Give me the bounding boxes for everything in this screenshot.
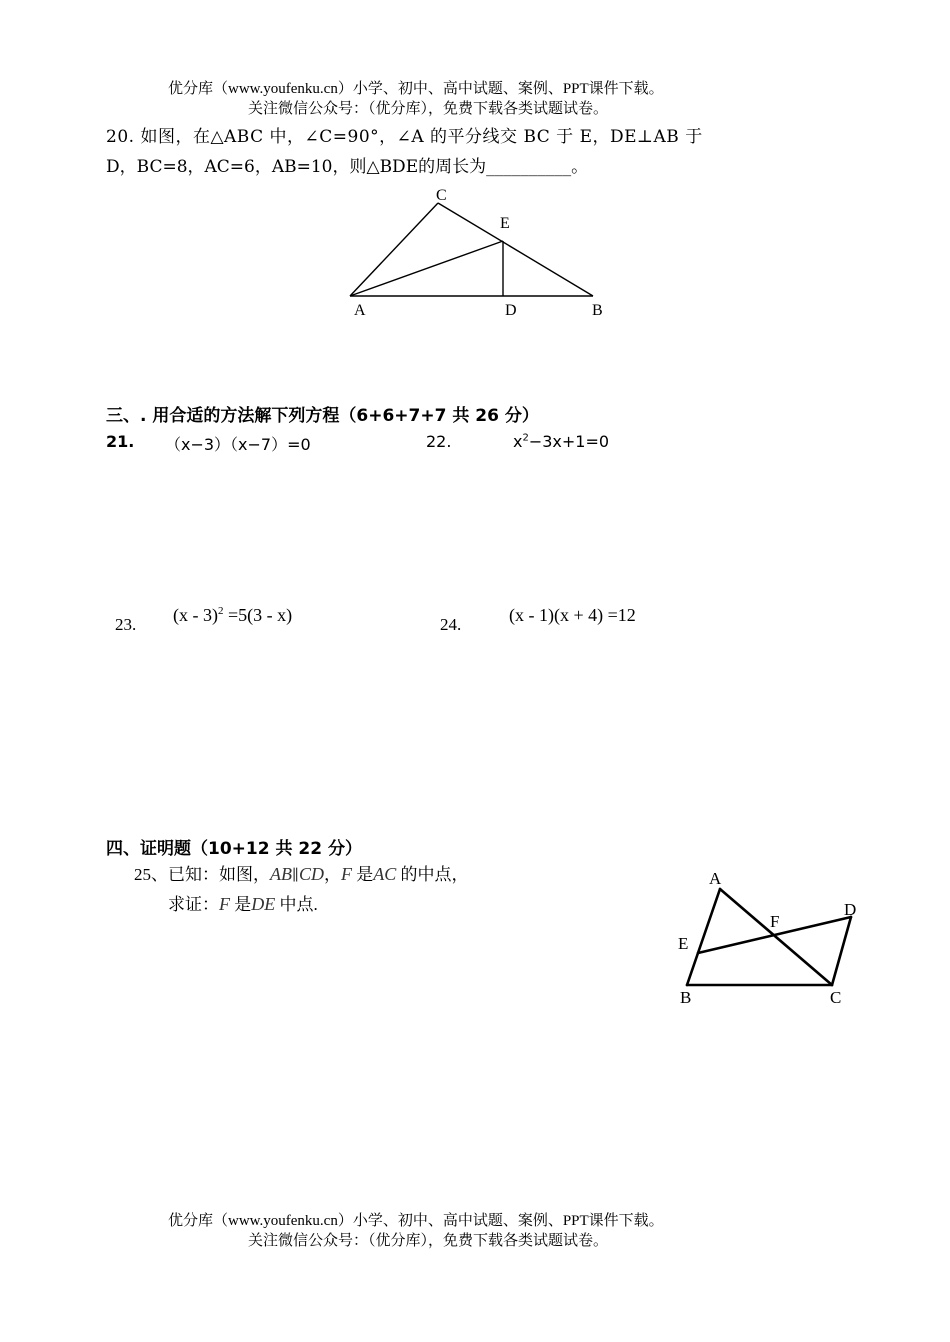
q24-equation: (x - 1)(x + 4) =12 [509,605,636,625]
triangle-abc-figure [340,180,620,325]
label-e: E [500,215,510,232]
parallel-lines-figure [670,860,870,1015]
label-c: C [830,988,842,1007]
segment-ab [687,889,720,985]
q24-number: 24. [440,615,462,634]
label-f: F [770,912,780,931]
section-3-title: 三、. 用合适的方法解下列方程（6+6+7+7 共 26 分） [106,406,539,426]
q25-given: 25、已知：如图，AB∥CD，F 是AC 的中点， [134,864,469,884]
q22-number: 22. [426,432,452,451]
q20-line-2: D，BC=8，AC=6，AB=10，则△BDE的周长为__________。 [106,157,589,177]
label-b: B [592,302,603,319]
q23-number: 23. [115,615,137,634]
q21-number: 21. [106,432,135,451]
q20-line-1: 20. 如图，在△ABC 中，∠C=90°，∠A 的平分线交 BC 于 E，DE⊥AB 于 [106,127,703,147]
label-d: D [505,302,517,319]
label-c: C [436,187,447,204]
label-d: D [844,900,857,919]
q22-equation: $x^2-3x+1=0$ [513,432,610,451]
segment-cb [438,203,593,296]
q25-prove: 求证：F 是DE 中点. [168,894,318,914]
section-4-title: 四、证明题（10+12 共 22 分） [106,839,362,859]
header-line-1: 优分库（www.youfenku.cn）小学、初中、高中试题、案例、PPT课件下载。 [168,81,664,97]
label-a: A [709,869,722,888]
footer-line-1: 优分库（www.youfenku.cn）小学、初中、高中试题、案例、PPT课件下载。 [168,1213,664,1229]
header-line-2: 关注微信公众号：（优分库），免费下载各类试题试卷。 [248,101,609,117]
q21-equation: （x−3）（x−7）=0 [165,435,311,454]
label-e: E [678,934,689,953]
label-a: A [354,302,366,319]
footer-line-2: 关注微信公众号：（优分库），免费下载各类试题试卷。 [248,1233,609,1249]
segment-cd [832,917,851,985]
segment-ac [720,889,832,985]
segment-ae [350,241,503,296]
q23-equation: (x - 3)$^2$ =5(3 - x) [173,605,293,625]
label-b: B [680,988,692,1007]
segment-ac [350,203,438,296]
